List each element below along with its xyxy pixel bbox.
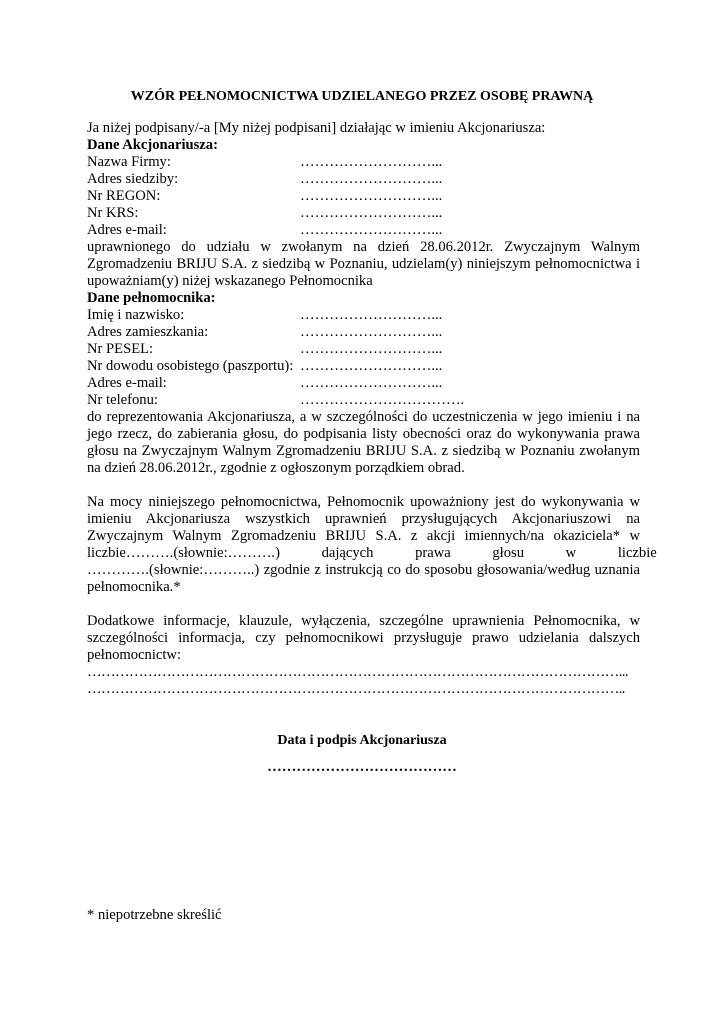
shareholder-heading: Dane Akcjonariusza:: [87, 137, 218, 153]
field-value-pesel: ………………………...: [300, 341, 443, 357]
field-label-id-document: Nr dowodu osobistego (paszportu):: [87, 358, 294, 374]
field-label-phone: Nr telefonu:: [87, 392, 158, 408]
additional-info-line: pełnomocnictw:: [87, 647, 182, 663]
field-value-id-document: ………………………...: [300, 358, 443, 374]
representation-line: głosu na Zwyczajnym Walnym Zgromadzeniu BRIJU S.A. z siedzibą w Poznaniu zwołanym: [87, 443, 640, 459]
field-label-regon: Nr REGON:: [87, 188, 161, 204]
blank-fill-line: ……………………………………………………………………………………………………..: [87, 681, 625, 697]
mandate-line: Na mocy niniejszego pełnomocnictwa, Pełnomocnik upoważniony jest do wykonywania w: [87, 494, 640, 510]
field-value-residence: ………………………...: [300, 324, 443, 340]
proxy-heading: Dane pełnomocnika:: [87, 290, 216, 306]
field-value-registered-address: ………………………...: [300, 171, 443, 187]
field-value-regon: ………………………...: [300, 188, 443, 204]
field-label-registered-address: Adres siedziby:: [87, 171, 179, 187]
signature-label: Data i podpis Akcjonariusza: [277, 733, 447, 748]
mandate-line: ………….(słownie:………..) zgodnie z instrukcją co do sposobu głosowania/według uznania: [87, 562, 640, 578]
footnote: * niepotrzebne skreślić: [87, 907, 222, 923]
field-value-company-name: ………………………...: [300, 154, 443, 170]
additional-info-line: Dodatkowe informacje, klauzule, wyłączenia, szczególne uprawnienia Pełnomocnika, w: [87, 613, 640, 629]
blank-fill-line: ……………………………………………………………………………………………………...: [87, 664, 628, 680]
field-value-full-name: ………………………...: [300, 307, 443, 323]
representation-line: do reprezentowania Akcjonariusza, a w szczególności do uczestniczenia w jego imieniu i na: [87, 409, 640, 425]
signature-dots: …………………………………: [267, 759, 457, 775]
field-label-full-name: Imię i nazwisko:: [87, 307, 185, 323]
mandate-line: pełnomocnika.*: [87, 579, 181, 595]
intro-text: Ja niżej podpisany/-a [My niżej podpisani] działając w imieniu Akcjonariusza:: [87, 120, 546, 136]
field-value-krs: ………………………...: [300, 205, 443, 221]
field-label-residence: Adres zamieszkania:: [87, 324, 209, 340]
representation-line: jego rzecz, do zabierania głosu, do podpisania listy obecności oraz do wykonywania prawa: [87, 426, 640, 442]
mandate-line: liczbie……….(słownie:……….) dających prawa głosu w liczbie: [87, 545, 657, 561]
mandate-line: Zwyczajnym Walnym Zgromadzeniu BRIJU S.A. z akcji imiennych/na okaziciela* w: [87, 528, 640, 544]
field-label-pesel: Nr PESEL:: [87, 341, 154, 357]
field-label-shareholder-email: Adres e-mail:: [87, 222, 167, 238]
field-value-proxy-email: ………………………...: [300, 375, 443, 391]
field-value-phone: …………………………….: [300, 392, 465, 408]
field-label-krs: Nr KRS:: [87, 205, 139, 221]
field-label-company-name: Nazwa Firmy:: [87, 154, 171, 170]
authorization-line: upoważniam(y) niżej wskazanego Pełnomocnika: [87, 273, 373, 289]
field-label-proxy-email: Adres e-mail:: [87, 375, 167, 391]
authorization-line: uprawnionego do udziału w zwołanym na dzień 28.06.2012r. Zwyczajnym Walnym: [87, 239, 640, 255]
authorization-line: Zgromadzeniu BRIJU S.A. z siedzibą w Poznaniu, udzielam(y) niniejszym pełnomocnictwa i: [87, 256, 640, 272]
representation-line: na dzień 28.06.2012r., zgodnie z ogłoszonym porządkiem obrad.: [87, 460, 465, 476]
mandate-line: imieniu Akcjonariusza wszystkich uprawnień przysługujących Akcjonariuszowi na: [87, 511, 640, 527]
additional-info-line: szczególności informacja, czy pełnomocnikowi przysługuje prawo udzielania dalszych: [87, 630, 640, 646]
document-title: WZÓR PEŁNOMOCNICTWA UDZIELANEGO PRZEZ OSOBĘ PRAWNĄ: [130, 89, 594, 104]
field-value-shareholder-email: ………………………...: [300, 222, 443, 238]
